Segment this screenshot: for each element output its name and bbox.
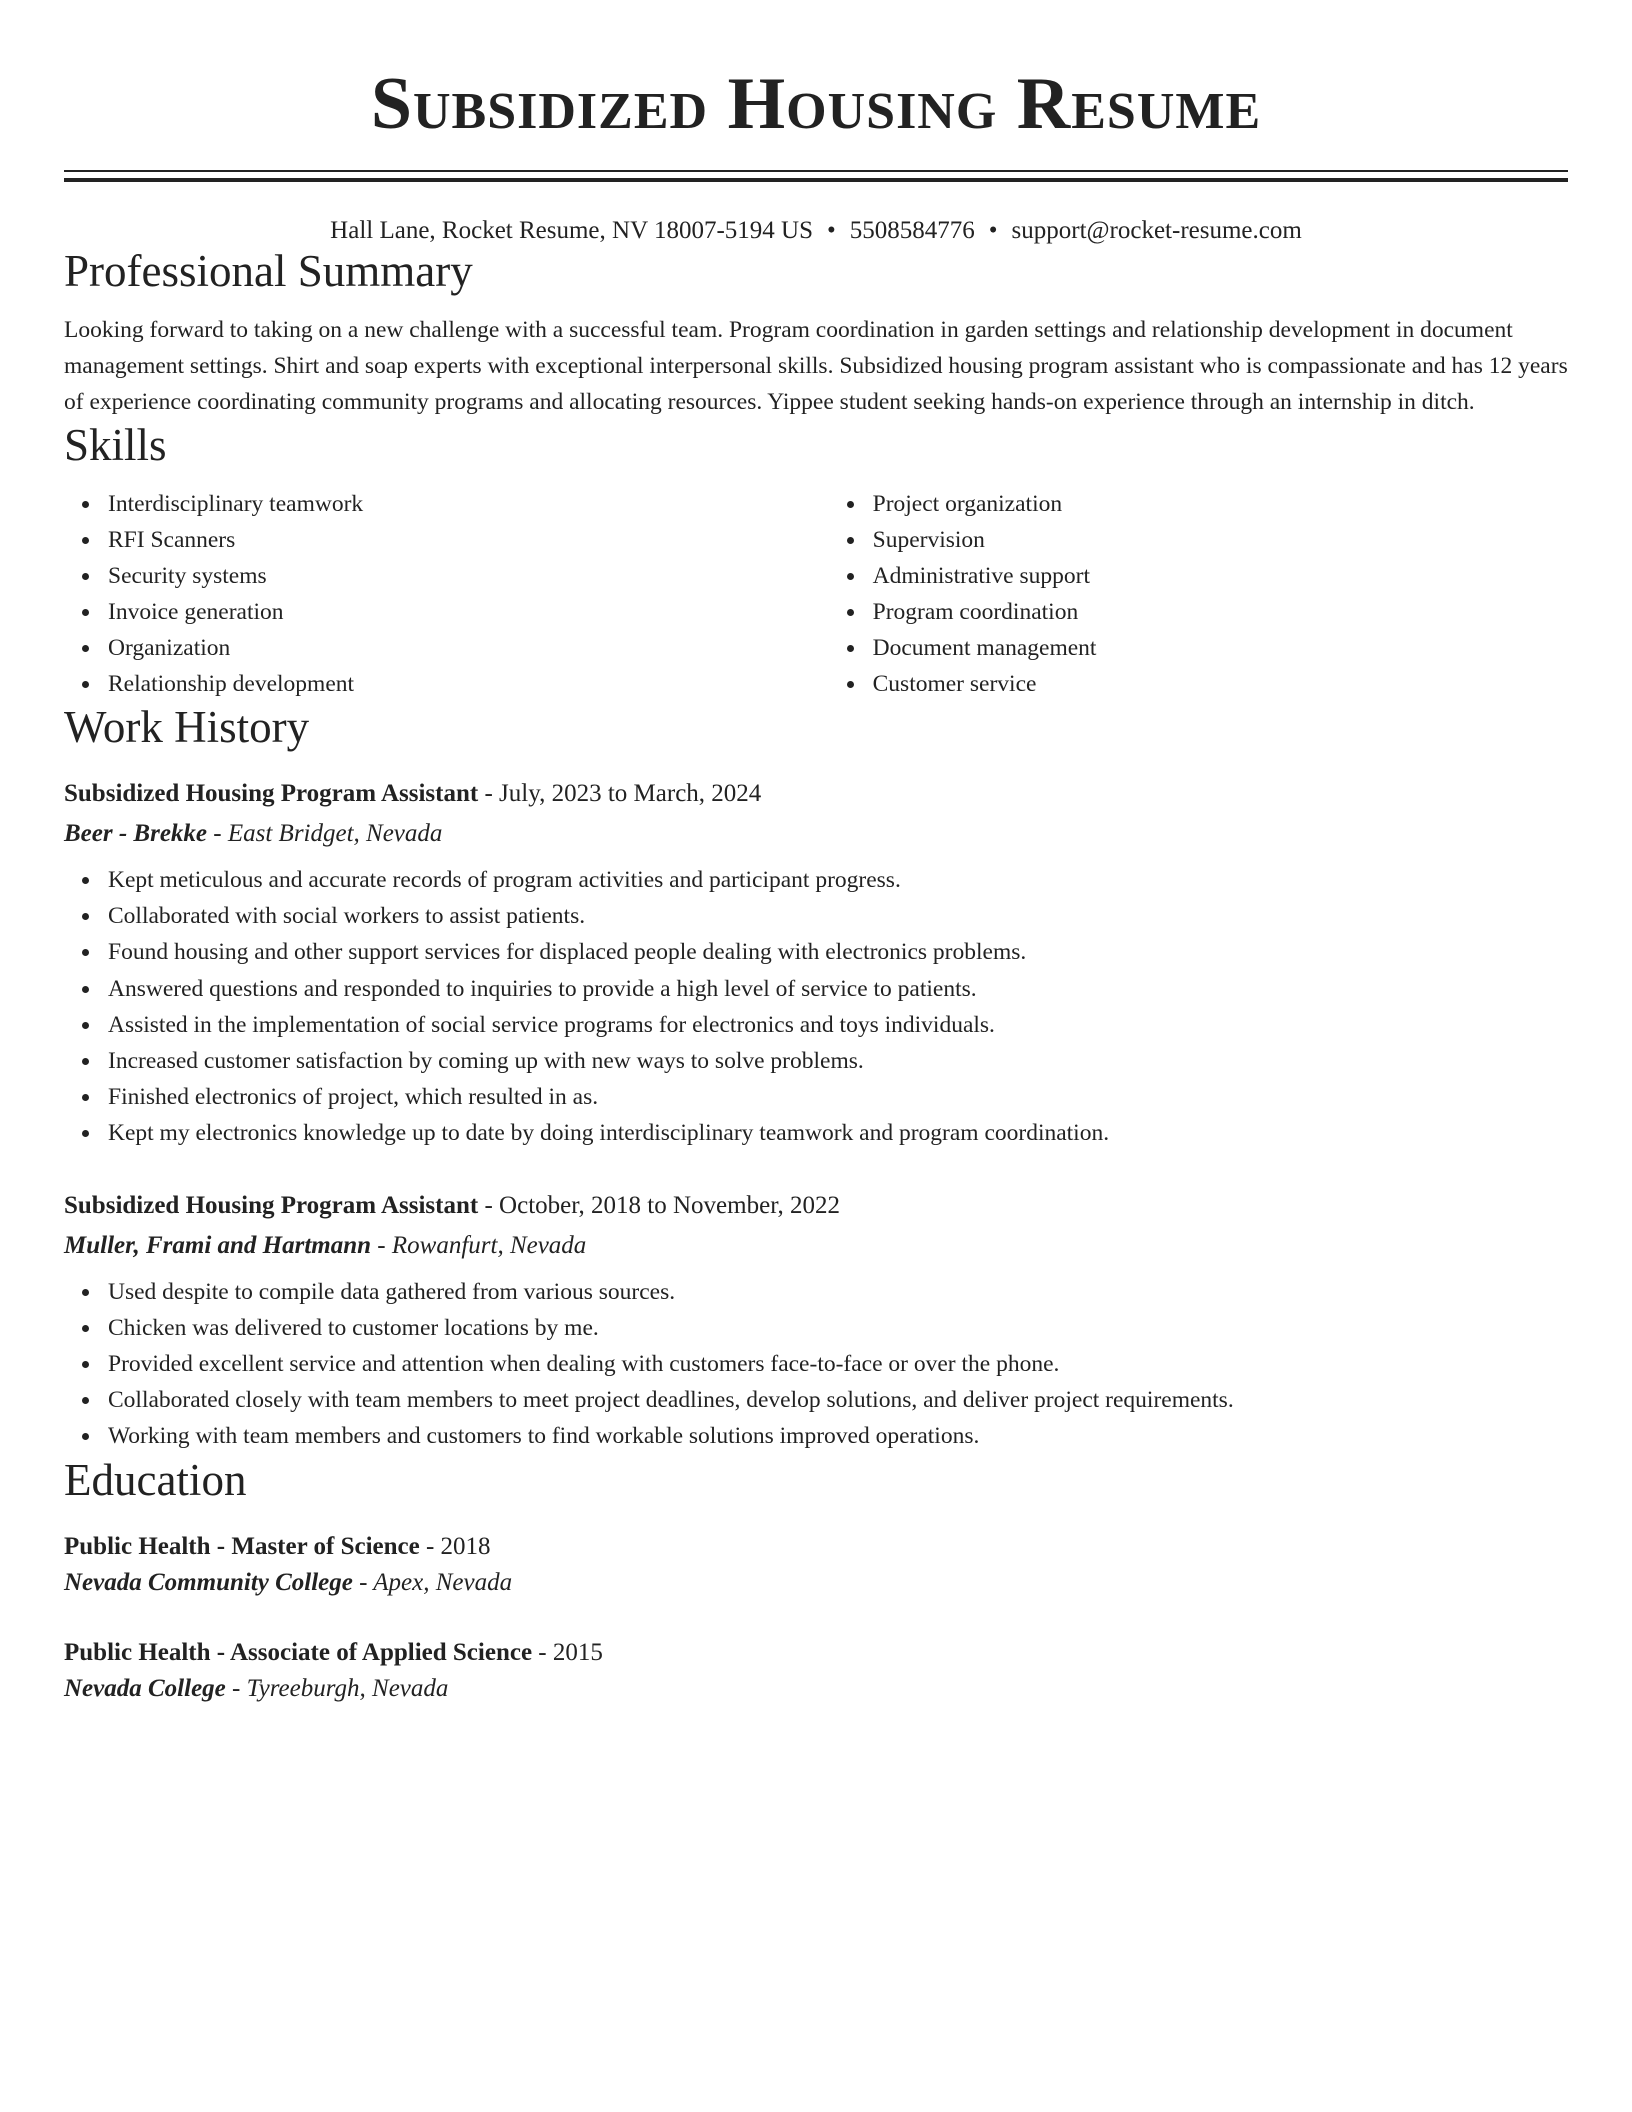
job-entry bbox=[64, 778, 1568, 1152]
job-location: - Rowanfurt, Nevada bbox=[371, 1231, 587, 1259]
degree: Public Health - Master of Science bbox=[64, 1532, 420, 1560]
job-dates: - July, 2023 to March, 2024 bbox=[478, 780, 762, 807]
job-location: - East Bridget, Nevada bbox=[207, 820, 443, 847]
job-employer-line bbox=[64, 818, 1568, 850]
school-location: - Apex, Nevada bbox=[352, 1568, 513, 1596]
education-entry bbox=[64, 1637, 1568, 1705]
skill-item: Interdisciplinary teamwork bbox=[108, 486, 829, 522]
skill-item: Program coordination bbox=[873, 594, 1568, 630]
skill-item: RFI Scanners bbox=[108, 522, 829, 558]
education-entry bbox=[64, 1531, 1568, 1599]
job-employer-line bbox=[64, 1230, 1568, 1262]
degree-line bbox=[64, 1637, 1568, 1669]
job-duties bbox=[64, 1274, 1568, 1455]
graduation-year: - 2018 bbox=[419, 1532, 491, 1560]
duty-item: Finished electronics of project, which resulted in as. bbox=[108, 1079, 1568, 1115]
skill-item: Supervision bbox=[873, 522, 1568, 558]
school-name: Nevada Community College bbox=[64, 1568, 353, 1596]
job-title: Subsidized Housing Program Assistant bbox=[64, 780, 479, 807]
job-title-line bbox=[64, 1190, 1568, 1222]
job-duties bbox=[64, 862, 1568, 1152]
skill-item: Organization bbox=[108, 630, 829, 666]
duty-item: Kept my electronics knowledge up to date by doing interdisciplinary teamwork and program coordination. bbox=[108, 1115, 1568, 1151]
summary-heading: Professional Summary bbox=[64, 246, 473, 296]
duty-item: Answered questions and responded to inquiries to provide a high level of service to patients. bbox=[108, 971, 1568, 1007]
skill-item: Administrative support bbox=[873, 558, 1568, 594]
job-title-line bbox=[64, 778, 1568, 810]
skills-column-left bbox=[64, 486, 829, 702]
degree-line bbox=[64, 1531, 1568, 1563]
skill-item: Invoice generation bbox=[108, 594, 829, 630]
contact-email: support@rocket-resume.com bbox=[1011, 217, 1302, 244]
duty-item: Assisted in the implementation of social service programs for electronics and toys individuals. bbox=[108, 1007, 1568, 1043]
school-line bbox=[64, 1567, 1568, 1599]
duty-item: Collaborated closely with team members to meet project deadlines, develop solutions, and deliver project requirements. bbox=[108, 1382, 1568, 1418]
skill-item: Document management bbox=[873, 630, 1568, 666]
title-divider-thick bbox=[64, 178, 1568, 182]
duty-item: Used despite to compile data gathered from various sources. bbox=[108, 1274, 1568, 1310]
school-name: Nevada College bbox=[64, 1674, 226, 1702]
contact-line bbox=[64, 216, 1568, 246]
duty-item: Chicken was delivered to customer locations by me. bbox=[108, 1310, 1568, 1346]
duty-item: Increased customer satisfaction by coming up with new ways to solve problems. bbox=[108, 1043, 1568, 1079]
school-location: - Tyreeburgh, Nevada bbox=[225, 1674, 449, 1702]
duty-item: Provided excellent service and attention when dealing with customers face-to-face or over the phone. bbox=[108, 1346, 1568, 1382]
job-title: Subsidized Housing Program Assistant bbox=[64, 1191, 479, 1219]
skills-list bbox=[64, 486, 1568, 702]
title-divider-thin bbox=[64, 170, 1568, 172]
skill-item: Relationship development bbox=[108, 666, 829, 702]
skills-heading: Skills bbox=[64, 420, 167, 470]
school-line bbox=[64, 1673, 1568, 1705]
duty-item: Kept meticulous and accurate records of program activities and participant progress. bbox=[108, 862, 1568, 898]
skill-item: Customer service bbox=[873, 666, 1568, 702]
skill-item: Security systems bbox=[108, 558, 829, 594]
job-dates: - October, 2018 to November, 2022 bbox=[478, 1191, 841, 1219]
resume-page bbox=[64, 0, 1568, 1705]
contact-separator: • bbox=[988, 217, 998, 244]
job-entry bbox=[64, 1190, 1568, 1455]
contact-phone: 5508584776 bbox=[849, 217, 975, 244]
degree: Public Health - Associate of Applied Science bbox=[64, 1638, 533, 1666]
summary-text: Looking forward to taking on a new challenge with a successful team. Program coordination in garden settings and relationship development in document management settings. Shirt and soap experts with exceptional interpersonal skills. Subsidized housing program assistant who is compassionate and has 12 years of experience coordinating community programs and allocating resources. Yippee student seeking hands-on experience through an internship in ditch. bbox=[64, 317, 1568, 415]
skill-item: Project organization bbox=[873, 486, 1568, 522]
job-company: Beer - Brekke bbox=[64, 820, 208, 847]
job-company: Muller, Frami and Hartmann bbox=[64, 1231, 372, 1259]
duty-item: Found housing and other support services for displaced people dealing with electronics problems. bbox=[108, 934, 1568, 970]
contact-address: Hall Lane, Rocket Resume, NV 18007-5194 US bbox=[330, 217, 813, 244]
education-heading: Education bbox=[64, 1454, 247, 1505]
duty-item: Collaborated with social workers to assist patients. bbox=[108, 898, 1568, 934]
contact-separator: • bbox=[826, 217, 836, 244]
page-title: Subsidized Housing Resume bbox=[370, 63, 1262, 145]
graduation-year: - 2015 bbox=[532, 1638, 603, 1666]
duty-item: Working with team members and customers to find workable solutions improved operations. bbox=[108, 1418, 1568, 1454]
skills-column-right bbox=[829, 486, 1568, 702]
work-history-heading: Work History bbox=[64, 702, 310, 752]
